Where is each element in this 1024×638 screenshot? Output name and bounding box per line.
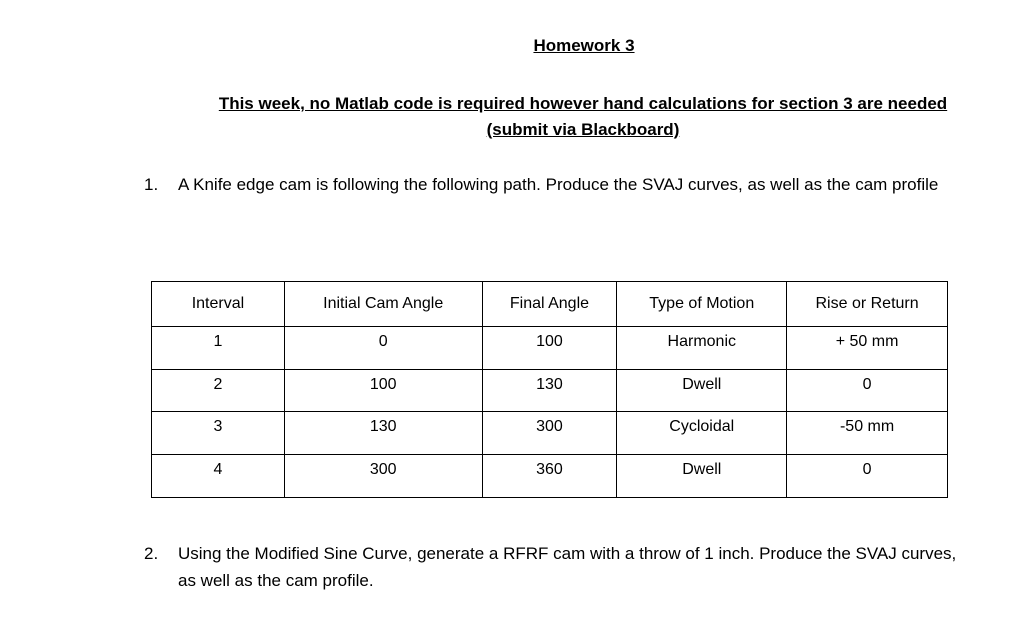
table-cell: 100 [284,369,482,399]
question-1-text: A Knife edge cam is following the following path. Produce the SVAJ curves, as well as the cam profile [178,175,939,194]
cam-motion-table [151,281,948,498]
table-cell: 130 [284,412,482,442]
table-cell: 1 [152,326,285,356]
table-cell: 360 [482,455,617,485]
header-final-angle: Final Angle [482,282,617,327]
header-interval: Interval [152,282,285,327]
table-row [152,455,948,485]
header-type-of-motion: Type of Motion [617,282,787,327]
question-2-number: 2. [144,544,159,563]
table-header-row [152,282,948,327]
page-title: Homework 3 [533,36,635,55]
table-cell: + 50 mm [787,326,948,356]
question-2-text: Using the Modified Sine Curve, generate a RFRF cam with a throw of 1 inch. Produce the SVAJ curves, as well as the cam profile. [178,544,957,590]
table-cell: 4 [152,455,285,485]
table-cell: 130 [482,369,617,399]
header-initial-cam-angle: Initial Cam Angle [284,282,482,327]
table-cell: 300 [482,412,617,442]
table-cell: Harmonic [617,326,787,356]
table-cell: 3 [152,412,285,442]
table-cell: Cycloidal [617,412,787,442]
table-cell: 0 [787,455,948,485]
table-cell: Dwell [617,369,787,399]
table-row [152,369,948,399]
table-cell: -50 mm [787,412,948,442]
table-row [152,326,948,356]
table-cell: 100 [482,326,617,356]
table-cell: 2 [152,369,285,399]
notice-line-2: (submit via Blackboard) [486,120,680,139]
table-row [152,412,948,442]
notice-line-1: This week, no Matlab code is required however hand calculations for section 3 are needed [218,94,948,113]
header-rise-or-return: Rise or Return [787,282,948,327]
table-cell: Dwell [617,455,787,485]
table-cell: 0 [787,369,948,399]
table-cell: 0 [284,326,482,356]
table-cell: 300 [284,455,482,485]
submission-notice [196,91,970,143]
question-1-number: 1. [144,175,159,194]
